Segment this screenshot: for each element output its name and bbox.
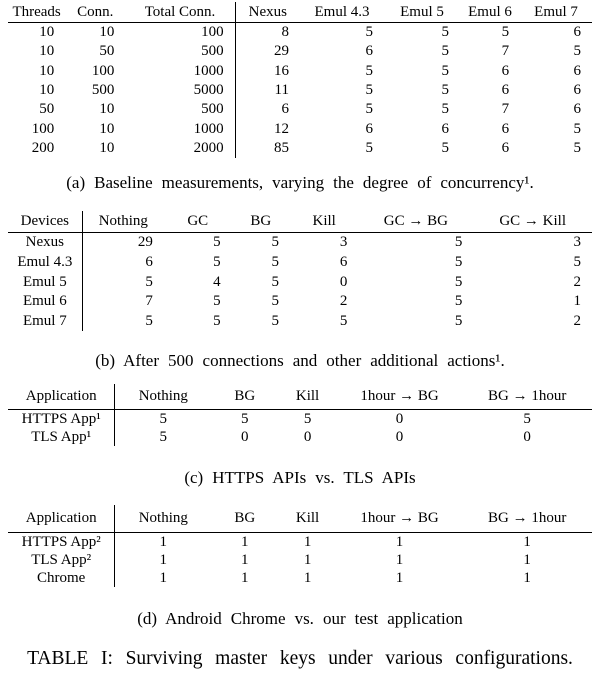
column-header: BG → 1hour (462, 505, 592, 533)
row-label: Emul 7 (8, 311, 82, 331)
column-header: Total Conn. (125, 2, 235, 23)
table-cell: 1 (303, 551, 312, 568)
table-cell: 5 (145, 312, 153, 329)
column-header: Emul 4.3 (300, 2, 384, 23)
column-header: 1hour → BG (337, 505, 463, 533)
table-cell: 200 (31, 139, 55, 156)
table-row (8, 81, 592, 100)
table-baseline-concurrency (8, 2, 592, 158)
table-cell: 5 (454, 293, 463, 310)
table-cell: 5 (365, 139, 374, 156)
table-cell: 100 (125, 23, 235, 43)
column-header: BG (232, 211, 290, 233)
table-after-500-connections (8, 211, 592, 331)
table-row (8, 42, 592, 61)
column-header: Kill (278, 384, 336, 410)
table-cell: 5 (573, 139, 581, 156)
column-header: BG (211, 505, 278, 533)
table-cell: 10 (39, 82, 55, 99)
row-label: HTTPS App¹ (8, 410, 115, 429)
table-cell: 5 (303, 410, 312, 427)
caption-table-c: (c) HTTPS APIs vs. TLS APIs (184, 468, 416, 488)
table-cell: 6 (441, 120, 449, 137)
table-row (8, 428, 592, 446)
table-cell: 5 (145, 273, 153, 290)
table-cell: 5 (441, 24, 449, 41)
table-row (8, 62, 592, 81)
column-header: Emul 6 (460, 2, 520, 23)
table-cell: 4 (213, 273, 221, 290)
column-header: Emul 7 (520, 2, 592, 23)
table-cell: 29 (137, 234, 153, 251)
table-cell: 1 (159, 533, 168, 550)
column-header: Nothing (115, 505, 211, 533)
column-header: Nothing (82, 211, 164, 233)
table-cell: 5 (271, 253, 280, 270)
table-cell: 5 (365, 62, 374, 79)
table-cell: 3 (573, 234, 581, 251)
table-cell: 6 (501, 120, 510, 137)
table-row (8, 272, 592, 292)
table-cell: 1 (241, 533, 249, 550)
table-cell: 0 (339, 273, 348, 290)
column-header: BG (211, 384, 278, 410)
table-row (8, 233, 592, 253)
table-cell: 2000 (125, 139, 235, 158)
table-row (8, 311, 592, 331)
row-label: Nexus (8, 233, 82, 253)
caption-table-d: (d) Android Chrome vs. our test application (137, 609, 463, 629)
column-header: Devices (8, 211, 82, 233)
table-row (8, 139, 592, 158)
table-cell: 10 (99, 139, 115, 156)
table-cell: 6 (365, 120, 374, 137)
table-cell: 10 (99, 101, 115, 118)
column-header: BG → 1hour (462, 384, 592, 410)
table-cell: 6 (339, 253, 348, 270)
table-cell: 6 (573, 24, 581, 41)
table-row (8, 569, 592, 587)
table-cell: 5 (441, 43, 449, 60)
column-header: 1hour → BG (337, 384, 463, 410)
table-cell: 5 (523, 410, 531, 427)
table-cell: 10 (99, 24, 115, 41)
column-header: GC → BG (358, 211, 473, 233)
table-cell: 5 (213, 293, 221, 310)
table-row (8, 410, 592, 429)
table-row (8, 23, 592, 43)
table-cell: 0 (395, 410, 404, 427)
table-cell: 6 (573, 82, 581, 99)
table-cell: 6 (365, 43, 374, 60)
table-cell: 1 (159, 551, 168, 568)
table-cell: 5 (441, 62, 449, 79)
row-label: Emul 5 (8, 272, 82, 292)
table-cell: 6 (573, 101, 581, 118)
table-cell: 8 (281, 24, 289, 41)
column-header: Nexus (235, 2, 300, 23)
row-label: TLS App¹ (8, 428, 115, 446)
table-cell: 5 (159, 410, 168, 427)
row-label: HTTPS App² (8, 533, 115, 552)
table-cell: 2 (573, 273, 581, 290)
table-cell: 5 (339, 312, 348, 329)
main-table-caption: TABLE I: Surviving master keys under various configurations. (27, 648, 573, 670)
header-row (8, 384, 592, 410)
table-cell: 5 (213, 312, 221, 329)
table-cell: 5 (271, 273, 280, 290)
row-label: Emul 6 (8, 292, 82, 312)
row-label: TLS App² (8, 551, 115, 569)
table-cell: 5 (441, 139, 449, 156)
caption-table-a: (a) Baseline measurements, varying the degree of concurrency¹. (66, 173, 534, 193)
table-cell: 1000 (125, 62, 235, 81)
column-header: Nothing (115, 384, 211, 410)
table-cell: 12 (273, 120, 289, 137)
column-header: GC (164, 211, 232, 233)
column-header: Emul 5 (384, 2, 460, 23)
table-row (8, 253, 592, 273)
table-cell: 50 (39, 101, 55, 118)
table-cell: 1 (395, 551, 404, 568)
table-cell: 0 (523, 428, 531, 445)
table-cell: 5 (501, 24, 510, 41)
table-row (8, 100, 592, 119)
table-cell: 1 (573, 293, 581, 310)
table-cell: 11 (274, 82, 289, 99)
header-row (8, 505, 592, 533)
column-header: GC → Kill (473, 211, 592, 233)
table-cell: 5 (271, 312, 280, 329)
table-cell: 6 (501, 139, 510, 156)
table-cell: 1 (523, 551, 531, 568)
table-cell: 6 (501, 82, 510, 99)
table-cell: 5 (454, 234, 463, 251)
table-chrome-vs-test-app (8, 505, 592, 587)
table-cell: 1 (303, 569, 312, 586)
table-cell: 500 (125, 42, 235, 61)
table-cell: 1 (523, 533, 531, 550)
table-cell: 6 (573, 62, 581, 79)
table-cell: 5 (159, 428, 168, 445)
table-cell: 5 (365, 101, 374, 118)
table-cell: 7 (501, 43, 510, 60)
table-row (8, 551, 592, 569)
table-cell: 500 (91, 82, 115, 99)
column-header: Application (8, 384, 115, 410)
table-cell: 5 (241, 410, 249, 427)
table-row (8, 119, 592, 138)
table-cell: 5 (454, 253, 463, 270)
column-header: Kill (278, 505, 336, 533)
table-cell: 10 (39, 24, 55, 41)
table-https-vs-tls-apis (8, 384, 592, 446)
column-header: Kill (290, 211, 358, 233)
header-row (8, 211, 592, 233)
table-cell: 16 (273, 62, 289, 79)
row-label: Chrome (8, 569, 115, 587)
table-cell: 5 (271, 293, 280, 310)
table-cell: 10 (39, 62, 55, 79)
table-row (8, 533, 592, 552)
table-cell: 7 (501, 101, 510, 118)
table-cell: 1000 (125, 119, 235, 138)
table-cell: 5 (573, 253, 581, 270)
table-cell: 1 (395, 569, 404, 586)
table-cell: 0 (241, 428, 249, 445)
table-cell: 2 (339, 293, 348, 310)
table-cell: 5 (441, 101, 449, 118)
table-cell: 5 (573, 43, 581, 60)
table-cell: 6 (281, 101, 289, 118)
table-cell: 5 (454, 273, 463, 290)
table-cell: 5 (213, 234, 221, 251)
caption-table-b: (b) After 500 connections and other additional actions¹. (95, 351, 505, 371)
table-cell: 5 (441, 82, 449, 99)
header-row (8, 2, 592, 23)
table-cell: 10 (39, 43, 55, 60)
table-cell: 1 (241, 551, 249, 568)
table-cell: 5 (213, 253, 221, 270)
table-cell: 100 (91, 62, 115, 79)
row-label: Emul 4.3 (8, 253, 82, 273)
table-cell: 1 (303, 533, 312, 550)
table-cell: 7 (145, 293, 153, 310)
table-cell: 1 (241, 569, 249, 586)
table-cell: 1 (523, 569, 531, 586)
table-cell: 3 (339, 234, 348, 251)
column-header: Application (8, 505, 115, 533)
table-cell: 50 (99, 43, 115, 60)
table-cell: 5 (365, 24, 374, 41)
table-cell: 5 (573, 120, 581, 137)
table-cell: 6 (501, 62, 510, 79)
table-cell: 0 (395, 428, 404, 445)
table-cell: 1 (395, 533, 404, 550)
table-cell: 5 (365, 82, 374, 99)
column-header: Threads (8, 2, 65, 23)
table-cell: 85 (273, 139, 289, 156)
table-cell: 29 (273, 43, 289, 60)
table-row (8, 292, 592, 312)
table-cell: 0 (303, 428, 312, 445)
table-cell: 100 (31, 120, 55, 137)
table-cell: 500 (125, 100, 235, 119)
table-cell: 5 (271, 234, 280, 251)
table-cell: 2 (573, 312, 581, 329)
table-cell: 1 (159, 569, 168, 586)
table-cell: 5 (454, 312, 463, 329)
table-cell: 6 (145, 253, 153, 270)
table-cell: 10 (99, 120, 115, 137)
table-cell: 5000 (125, 81, 235, 100)
column-header: Conn. (65, 2, 125, 23)
